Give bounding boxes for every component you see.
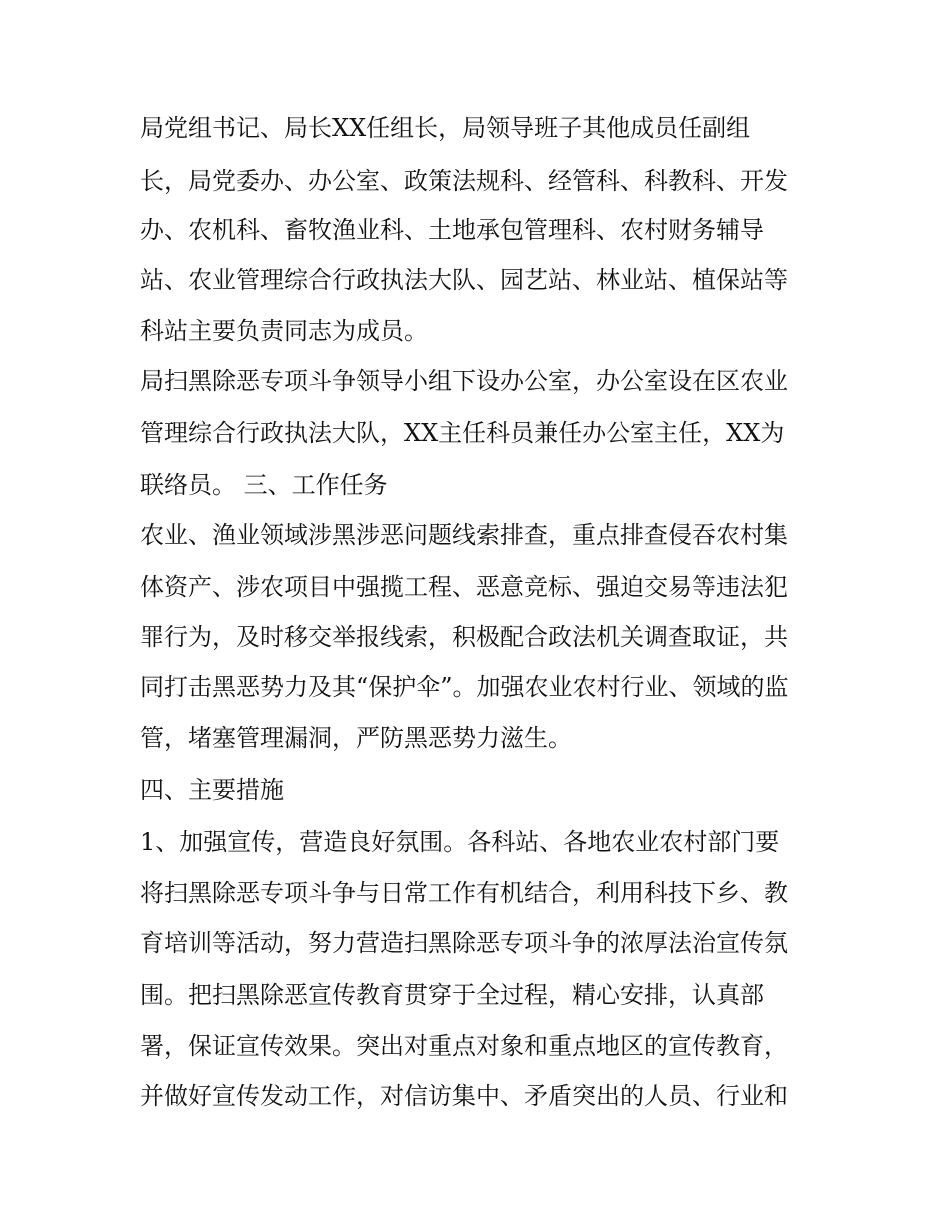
text-line: 育培训等活动，努力营造扫黑除恶专项斗争的浓厚法治宣传氛	[140, 929, 788, 957]
text-line: 农业、渔业领域涉黑涉恶问题线索排查，重点排查侵吞农村集	[140, 521, 788, 549]
text-line: 联络员。 三、工作任务	[140, 471, 388, 499]
text-line: 同打击黑恶势力及其“保护伞”。加强农业农村行业、领域的监	[140, 673, 789, 701]
text-line: 罪行为，及时移交举报线索，积极配合政法机关调查取证，共	[140, 623, 788, 651]
text-line: 管，堵塞管理漏洞，严防黑恶势力滋生。	[140, 724, 572, 752]
text-line: 体资产、涉农项目中强揽工程、恶意竞标、强迫交易等违法犯	[140, 573, 788, 601]
text-line: 管理综合行政执法大队，XX主任科员兼任办公室主任，XX为	[140, 419, 785, 447]
text-line: 局党组书记、局长XX任组长，局领导班子其他成员任副组	[140, 114, 751, 142]
text-line: 1、加强宣传，营造良好氛围。各科站、各地农业农村部门要	[140, 828, 780, 856]
text-line: 站、农业管理综合行政执法大队、园艺站、林业站、植保站等	[140, 266, 788, 294]
text-line: 局扫黑除恶专项斗争领导小组下设办公室，办公室设在区农业	[140, 367, 788, 395]
text-line: 署，保证宣传效果。突出对重点对象和重点地区的宣传教育，	[140, 1032, 788, 1060]
text-line: 围。把扫黑除恶宣传教育贯穿于全过程，精心安排，认真部	[140, 981, 764, 1009]
text-line: 并做好宣传发动工作，对信访集中、矛盾突出的人员、行业和	[140, 1082, 788, 1110]
text-line: 长，局党委办、办公室、政策法规科、经管科、科教科、开发	[140, 167, 788, 195]
text-line: 办、农机科、畜牧渔业科、土地承包管理科、农村财务辅导	[140, 216, 764, 244]
text-line: 将扫黑除恶专项斗争与日常工作有机结合，利用科技下乡、教	[140, 879, 788, 907]
text-line: 科站主要负责同志为成员。	[140, 317, 428, 345]
section-heading: 四、主要措施	[140, 776, 284, 804]
